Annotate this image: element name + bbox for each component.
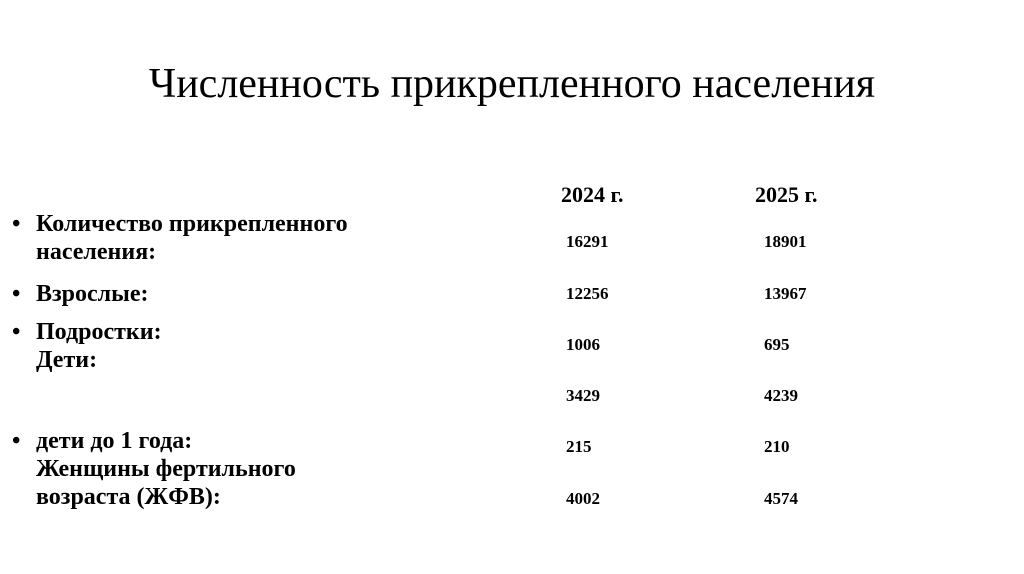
slide-title: Численность прикрепленного населения bbox=[148, 61, 876, 107]
bullet-label-line: Количество прикрепленного bbox=[36, 211, 348, 237]
bullet-label-line: Взрослые: bbox=[36, 281, 149, 307]
bullet-dot-icon: • bbox=[12, 281, 21, 307]
bullet-label-line: населения: bbox=[36, 239, 157, 265]
bullet-label-line: дети до 1 года: bbox=[36, 428, 193, 454]
bullet-label-line: возраста (ЖФВ): bbox=[36, 484, 221, 510]
column-header-2024: 2024 г. bbox=[561, 182, 624, 207]
bullet-label-line: Дети: bbox=[36, 347, 98, 373]
value-2025: 4239 bbox=[764, 386, 798, 405]
column-header-2025: 2025 г. bbox=[755, 182, 818, 207]
value-2024: 3429 bbox=[566, 386, 600, 405]
bullet-dot-icon: • bbox=[12, 428, 21, 454]
value-2025: 18901 bbox=[764, 232, 807, 251]
value-2025: 210 bbox=[764, 437, 790, 456]
value-2024: 12256 bbox=[566, 284, 609, 303]
value-2025: 4574 bbox=[764, 489, 798, 508]
bullet-label-line: Подростки: bbox=[36, 319, 162, 345]
value-2024: 215 bbox=[566, 437, 592, 456]
bullet-label-line: Женщины фертильного bbox=[36, 456, 296, 482]
value-2025: 695 bbox=[764, 335, 790, 354]
bullet-dot-icon: • bbox=[12, 211, 21, 237]
value-2024: 1006 bbox=[566, 335, 600, 354]
value-2025: 13967 bbox=[764, 284, 807, 303]
value-2024: 16291 bbox=[566, 232, 609, 251]
value-2024: 4002 bbox=[566, 489, 600, 508]
bullet-dot-icon: • bbox=[12, 319, 21, 345]
